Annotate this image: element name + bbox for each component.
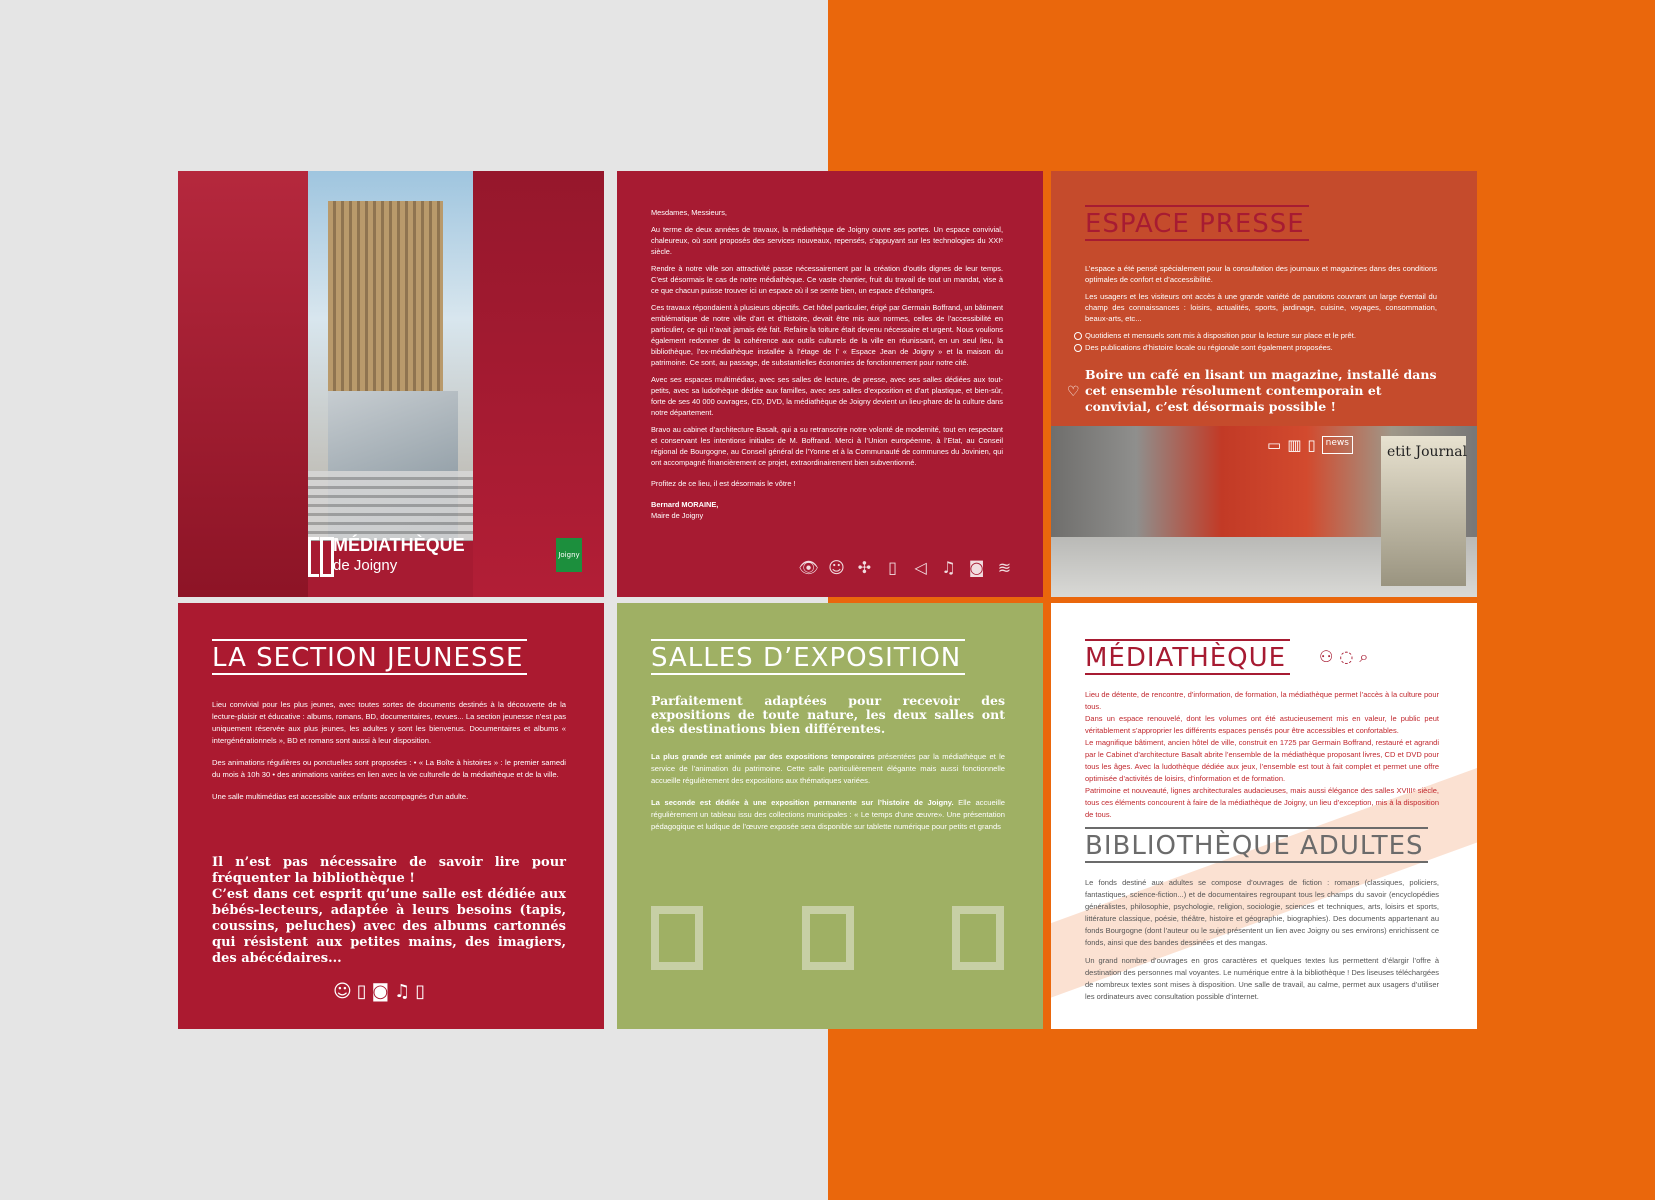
jeunesse-title: LA SECTION JEUNESSE — [212, 639, 527, 675]
mediatheque-panel — [1051, 603, 1477, 1029]
entrance-stairs — [308, 471, 473, 541]
expo-title: SALLES D’EXPOSITION — [651, 639, 965, 675]
adult-paragraph: Le fonds destiné aux adultes se compose d’ouvrages de fiction : romans (classiques, policiers, fantastiques, science-fiction...) et de documentaires regroupant tous les champs du savoir (encyclopédies généralistes, philosophie, psychologie, religion, sociologie, sciences et techniques, arts, loisirs et sports, littérature classique, poésie, théâtre, histoire et géographie, biographies). Des documents appartenant au fonds Bourgogne (dont l’auteur ou le sujet présentent un lien avec Joigny ou ses environs) enrichissent ce fonds, ainsi que des bandes dessinées et des mangas. — [1085, 878, 1439, 947]
letter-panel — [617, 171, 1043, 597]
jeunesse-highlight-line: Il n’est pas nécessaire de savoir lire pour fréquenter la bibliothèque ! — [212, 855, 566, 886]
cover-subtitle: de Joigny — [333, 557, 398, 574]
circle-bullet-icon — [1074, 344, 1082, 352]
jeunesse-paragraph: Une salle multimédias est accessible aux enfants accompagnés d’un adulte. — [212, 792, 469, 801]
presse-paragraph: L’espace a été pensé spécialement pour la consultation des journaux et magazines dans des conditions optimales de confort et d’accessibilité. — [1085, 264, 1437, 284]
bullet-item: Quotidiens et mensuels sont mis à disposition pour la lecture sur place et le prêt. — [1085, 330, 1437, 341]
expo-paragraph: La seconde est dédiée à une exposition permanente sur l’histoire de Joigny. Elle accueille régulièrement un tableau issu des collections municipales : « Le temps d’une œuvre». Une présentation pédagogique et ludique de l’œuvre exposée sera disponible sur tablette numérique pour petits et grands — [651, 798, 1006, 831]
music-icon: ♫ — [941, 558, 956, 577]
phone-icon: ▯ — [1307, 436, 1316, 454]
signature-name: Bernard MORAINE, — [651, 500, 719, 509]
cover-red-right — [473, 171, 604, 597]
picture-frame-icon — [952, 906, 1004, 970]
jeunesse-text — [212, 699, 566, 813]
mediatheque-icons — [1319, 647, 1368, 667]
letter-paragraph: Au terme de deux années de travaux, la médiathèque de Joigny ouvre ses portes. Un espace convivial, chaleureux, où sont proposés des services nouveaux, repensés, s’appuyant sur les technologies du XXIᵉ siècle. — [651, 225, 1003, 256]
search-icon: ⌕ — [1359, 647, 1369, 666]
mediatheque-line: Lieu de détente, de rencontre, d’information, de formation, la médiathèque permet l’accès à la culture pour tous. — [1085, 690, 1439, 711]
letter-paragraph: Bravo au cabinet d’architecture Basalt, qui a su retranscrire notre volonté de modernité, tout en respectant et conservant les intentions initiales de M. Boffrand. Merci à l’Union européenne, à l’Etat, au Conseil régional de Bourgogne, au Conseil général de l’Yonne et à la Communauté de communes du Jovinien, qui ont accompagné financièrement ce projet, extraordinairement bien subventionné. — [651, 425, 1003, 467]
camera-icon: ◙ — [968, 558, 985, 577]
cover-title: MÉDIATHÈQUE — [333, 535, 465, 555]
wood-cladding — [328, 201, 443, 391]
jeunesse-highlight-line: C’est dans cet esprit qu’une salle est dédiée aux bébés-lecteurs, adaptée à leurs besoins (tapis, coussins, peluches) avec des albums cartonnés qui résistent aux petites mains, des imagiers, des abécédaires... — [212, 887, 566, 966]
heart-icon: ♡ — [1067, 384, 1080, 400]
cover-red-left — [178, 171, 308, 597]
smiley-icon: ☺ — [828, 558, 845, 577]
mayor-letter — [651, 207, 1003, 521]
expo-lead: Parfaitement adaptées pour recevoir des expositions de toute nature, les deux salles ont des destinations bien différentes. — [651, 693, 1005, 736]
music-icon: ♫ — [394, 981, 411, 1002]
cross-icon: ✣ — [857, 558, 872, 577]
circle-bullet-icon — [1074, 332, 1082, 340]
jeunesse-paragraph: Lieu convivial pour les plus jeunes, avec toutes sortes de documents destinés à la découverte de la lecture-plaisir et éducative : albums, romans, BD, documentaires, revues... La section jeunesse n’est pas uniquement réservée aux plus jeunes, les adultes y sont les bienvenus. Documentaires et albums « intergénérationnels », BD et romans sont aussi à leur disposition. — [212, 700, 566, 745]
letter-paragraph: Ces travaux répondaient à plusieurs objectifs. Cet hôtel particulier, érigé par Germain Boffrand, un bâtiment emblématique de notre ville d’art et d’histoire, devait être mis aux normes, celles de l’accessibilité en particulier, ce qui n’avait jamais été fait. Refaire la toiture était devenu nécessaire et urgent. Nous voulions également redonner de la cohérence aux outils culturels de la ville en réunissant, en un seul lieu, la bibliothèque, l’ex-médiathèque installée à l’étage de l’ « Espace Jean de Joigny » et la maison du patrimoine. Ce sont, au passage, de substantielles économies de fonctionnement pour notre cité. — [651, 303, 1003, 367]
tablet-icon: ▯ — [356, 981, 367, 1002]
picture-frame-icon — [651, 906, 703, 970]
logo-mark-icon — [308, 537, 319, 577]
eye-icon: 👁 — [798, 558, 819, 577]
picture-frame-icon — [802, 906, 854, 970]
reading-room-photo — [1051, 426, 1477, 597]
expo-panel — [617, 603, 1043, 1029]
people-icon: ⚇ — [1319, 647, 1334, 666]
letter-paragraph: Avec ses espaces multimédias, avec ses salles de lecture, de presse, avec ses salles dédiées aux tout-petits, avec sa ludothèque dédiée aux familles, avec ses salles d’exposition et d’art plastique, et bien-sûr, forte de ses 40 000 ouvrages, CD, DVD, la médiathèque de Joigny devient un lieu-phare de la culture dans notre département. — [651, 375, 1003, 417]
phone-icon: ▯ — [415, 981, 426, 1002]
tablet-icon: ▯ — [888, 558, 897, 577]
service-icons — [798, 558, 1015, 577]
news-icon: news — [1322, 436, 1353, 454]
letter-paragraph: Rendre à notre ville son attractivité passe nécessairement par la création d’outils dignes de leur temps. C’est désormais le cas de notre médiathèque. Ce vaste chantier, fruit du travail de tout un mandat, vise à ce que chacun puisse trouver ici un espace où il se sente bien, un espace d’échanges. — [651, 264, 1003, 295]
presse-text — [1085, 263, 1437, 354]
mediatheque-line: Patrimoine et nouveauté, lignes architecturales audacieuses, mais aussi élégance des salles XVIIIᵉ siècle, tous ces éléments concourent à faire de la médiathèque de Joigny, un lieu d’exception, mis à la disposition de tous. — [1085, 786, 1439, 819]
jeunesse-panel — [178, 603, 604, 1029]
letter-paragraph: Profitez de ce lieu, il est désormais le vôtre ! — [651, 479, 796, 488]
smiley-icon: ☺ — [333, 981, 352, 1002]
jeunesse-highlight — [212, 855, 566, 967]
computer-icon: ▭ — [1267, 436, 1282, 454]
presse-title: ESPACE PRESSE — [1085, 205, 1309, 241]
presse-panel — [1051, 171, 1477, 597]
speaker-icon: ◁ — [914, 558, 927, 577]
adult-text — [1085, 877, 1439, 1009]
mediatheque-line: Le magnifique bâtiment, ancien hôtel de ville, construit en 1725 par Germain Boffrand, restauré et agrandi par le Cabinet d’architecture Basalt abrite l’ensemble de la médiathèque proposant livres, CD et DVD pour tous les âges. Avec la ludothèque dédiée aux jeux, l’ensemble est tout à fait complet et permet une offre optimisée d’activités de loisirs, d’information et de formation. — [1085, 738, 1439, 783]
adult-paragraph: Un grand nombre d’ouvrages en gros caractères et quelques textes lus permettent d’élargir l’offre à destination des personnes mal voyantes. Le numérique entre à la bibliothèque ! Des liseuses téléchargées de nombreux textes sont mises à disposition. Une salle de travail, au calme, permet aux usagers d’utiliser les ordinateurs avec consultation possible d’internet. — [1085, 956, 1439, 1001]
mediatheque-line: Dans un espace renouvelé, dont les volumes ont été astucieusement mis en valeur, le public peut véritablement s’approprier les différents espaces pensés pour être accessibles et confortables. — [1085, 714, 1439, 735]
logo-mark-icon — [320, 537, 334, 577]
poster-title: etit Journal — [1387, 444, 1468, 460]
book-icon: ▥ — [1287, 436, 1302, 454]
jeunesse-paragraph: Des animations régulières ou ponctuelles sont proposées : • « La Boîte à histoires » : le premier samedi du mois à 10h 30 • des animations variées en lien avec la vie culturelle de la médiathèque et de la ville. — [212, 758, 566, 779]
mediatheque-title: MÉDIATHÈQUE — [1085, 639, 1290, 675]
chat-icon: ◌ — [1339, 647, 1354, 666]
jeunesse-icons — [333, 981, 425, 1002]
expo-paragraph: La plus grande est animée par des expositions temporaires présentées par la médiathèque et le service de l’animation du patrimoine. Cette salle particulièrement élégante mais aussi fonctionnelle accueille régulièrement des expositions aux thématiques variées. — [651, 752, 1005, 785]
presse-quote: Boire un café en lisant un magazine, installé dans cet ensemble résolument contemporain et convivial, c’est désormais possible ! — [1085, 367, 1437, 414]
joigny-logo: Joigny — [556, 538, 582, 572]
media-icons — [1267, 436, 1353, 454]
cover-panel — [178, 171, 604, 597]
signature-title: Maire de Joigny — [651, 511, 704, 520]
mediatheque-text — [1085, 689, 1439, 821]
adult-title: BIBLIOTHÈQUE ADULTES — [1085, 827, 1428, 863]
expo-text — [651, 751, 1005, 843]
letter-greeting: Mesdames, Messieurs, — [651, 208, 727, 217]
bullet-item: Des publications d’histoire locale ou régionale sont également proposées. — [1085, 342, 1437, 353]
presse-paragraph: Les usagers et les visiteurs ont accès à une grande variété de parutions couvrant un large éventail du champ des connaissances : loisirs, actualités, sports, jardinage, cuisine, voyages, consommation, beaux-arts, etc... — [1085, 292, 1437, 323]
wifi-icon: ≋ — [997, 558, 1012, 577]
camera-icon: ◙ — [371, 981, 390, 1002]
